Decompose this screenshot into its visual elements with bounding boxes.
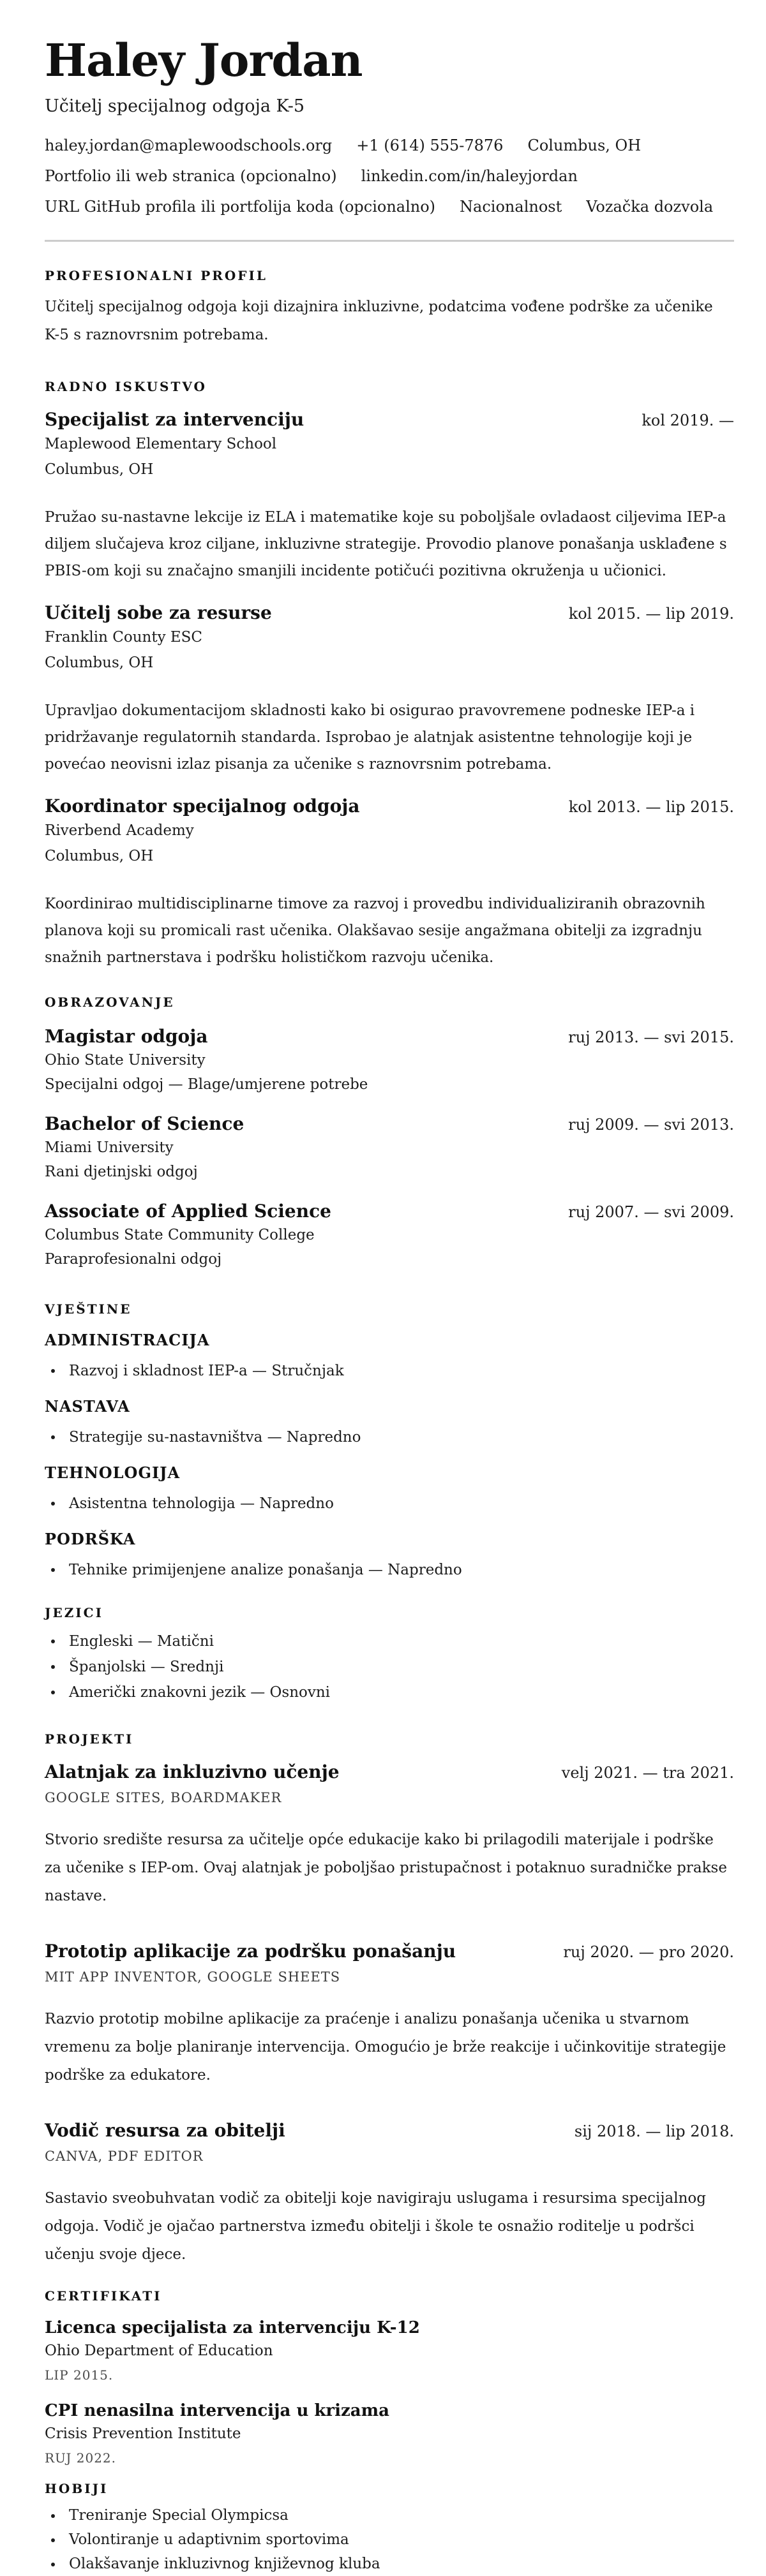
job-description: Upravljao dokumentacijom skladnosti kako bi osigurao pravovremene podneske IEP-a i pridržavanje regulatornih standarda. Isprobao je alatnjak asistentne tehnologije koji je povećao neovisni izlaz pisanja za učenike s raznovrsnim potrebama. xyxy=(45,702,695,773)
education-degree: Magistar odgoja xyxy=(45,1026,208,1047)
project-tools: MIT APP INVENTOR, GOOGLE SHEETS xyxy=(45,1969,341,1985)
skill-list xyxy=(45,1358,734,1384)
skill-category xyxy=(45,1398,734,1450)
person-name: Haley Jordan xyxy=(45,34,363,87)
contact-row-3 xyxy=(45,191,734,222)
certificate-entry xyxy=(45,2400,734,2468)
section-certificates xyxy=(45,2288,734,2468)
certificate-issuer: Ohio Department of Education xyxy=(45,2343,273,2359)
project-entry xyxy=(45,1941,734,2089)
section-skills xyxy=(45,1301,734,1583)
contact-email: haley.jordan@maplewoodschools.org xyxy=(45,137,333,154)
section-experience xyxy=(45,378,734,971)
project-header xyxy=(45,1761,734,1784)
project-dates: velj 2021. — tra 2021. xyxy=(561,1764,734,1782)
job-title: Specijalist za intervenciju xyxy=(45,409,304,430)
language-item: Engleski — Matični xyxy=(45,1629,734,1654)
project-title: Alatnjak za inkluzivno učenje xyxy=(45,1761,340,1782)
job-company: Riverbend Academy xyxy=(45,822,194,839)
section-hobbies xyxy=(45,2480,734,2576)
job-company: Maplewood Elementary School xyxy=(45,436,277,452)
projects-heading: PROJEKTI xyxy=(45,1731,134,1747)
skill-item: Tehnike primijenjene analize ponašanja — Napredno xyxy=(45,1557,734,1583)
education-school: Ohio State University xyxy=(45,1052,206,1069)
skill-category-name: PODRŠKA xyxy=(45,1530,136,1548)
job-dates: kol 2019. — xyxy=(642,411,734,429)
skill-category xyxy=(45,1331,734,1384)
job-header xyxy=(45,796,734,818)
contact-row-2 xyxy=(45,161,734,191)
education-program: Paraprofesionalni odgoj xyxy=(45,1251,222,1268)
contact-info xyxy=(45,130,734,222)
contact-portfolio-placeholder: Portfolio ili web stranica (opcionalno) xyxy=(45,167,337,185)
hobby-list xyxy=(45,2503,734,2576)
education-header xyxy=(45,1201,734,1223)
language-item: Španjolski — Srednji xyxy=(45,1654,734,1680)
project-description: Razvio prototip mobilne aplikacije za praćenje i analizu ponašanja učenika u stvarnom vremenu za bolje planiranje intervencija. Omogućio je brže reakcije i učinkovitije strategije podrške za edukatore. xyxy=(45,2011,726,2084)
project-entry xyxy=(45,2120,734,2269)
education-degree: Associate of Applied Science xyxy=(45,1201,331,1222)
contact-location: Columbus, OH xyxy=(527,137,642,154)
person-job-title: Učitelj specijalnog odgoja K-5 xyxy=(45,96,305,116)
skill-list xyxy=(45,1491,734,1516)
job-title: Koordinator specijalnog odgoja xyxy=(45,796,360,817)
education-dates: ruj 2007. — svi 2009. xyxy=(568,1203,734,1221)
skill-list xyxy=(45,1557,734,1583)
languages-heading: JEZICI xyxy=(45,1605,103,1620)
skill-category-name: TEHNOLOGIJA xyxy=(45,1463,181,1482)
project-description: Stvorio središte resursa za učitelje opće edukacije kako bi prilagodili materijale i podrške za učenike s IEP-om. Ovaj alatnjak je poboljšao pristupačnost i potaknuo suradničke prakse nastave. xyxy=(45,1832,727,1904)
language-item: Američki znakovni jezik — Osnovni xyxy=(45,1680,734,1705)
education-degree: Bachelor of Science xyxy=(45,1113,244,1134)
project-title: Prototip aplikacije za podršku ponašanju xyxy=(45,1941,456,1962)
profile-heading: PROFESIONALNI PROFIL xyxy=(45,268,267,283)
skill-item: Razvoj i skladnost IEP-a — Stručnjak xyxy=(45,1358,734,1384)
project-header xyxy=(45,2120,734,2142)
hobbies-heading: HOBIJI xyxy=(45,2481,109,2496)
job-title: Učitelj sobe za resurse xyxy=(45,602,272,623)
project-header xyxy=(45,1941,734,1963)
education-entry xyxy=(45,1201,734,1271)
contact-nationality: Nacionalnost xyxy=(460,198,562,216)
certificate-date: RUJ 2022. xyxy=(45,2450,117,2466)
job-description: Pružao su-nastavne lekcije iz ELA i matematike koje su poboljšale ovladaost ciljevima IEP-a diljem slučajeva kroz ciljane, inkluzivne strategije. Provodio planove ponašanja usklađene s PBIS-om koji su značajno smanjili incidente potičući pozitivna okruženja u učionici. xyxy=(45,509,727,579)
skill-category xyxy=(45,1464,734,1516)
skill-list xyxy=(45,1425,734,1450)
section-projects xyxy=(45,1731,734,2269)
resume-header xyxy=(45,36,734,242)
job-entry xyxy=(45,409,734,584)
education-header xyxy=(45,1113,734,1136)
education-entry xyxy=(45,1113,734,1184)
certificate-title: CPI nenasilna intervencija u krizama xyxy=(45,2401,389,2420)
education-dates: ruj 2013. — svi 2015. xyxy=(568,1028,734,1046)
language-list xyxy=(45,1629,734,1705)
job-company: Franklin County ESC xyxy=(45,629,203,646)
education-school: Columbus State Community College xyxy=(45,1227,315,1243)
contact-github-placeholder: URL GitHub profila ili portfolija koda (opcionalno) xyxy=(45,198,436,216)
project-title: Vodič resursa za obitelji xyxy=(45,2120,285,2141)
education-program: Specijalni odgoj — Blage/umjerene potrebe xyxy=(45,1076,368,1093)
skill-item: Asistentna tehnologija — Napredno xyxy=(45,1491,734,1516)
contact-linkedin: linkedin.com/in/haleyjordan xyxy=(361,167,578,185)
job-header xyxy=(45,409,734,431)
project-dates: ruj 2020. — pro 2020. xyxy=(563,1943,734,1961)
education-school: Miami University xyxy=(45,1139,174,1156)
job-dates: kol 2013. — lip 2015. xyxy=(568,798,734,816)
skill-category-name: ADMINISTRACIJA xyxy=(45,1331,210,1349)
hobby-item: Volontiranje u adaptivnim sportovima xyxy=(45,2528,734,2552)
job-entry xyxy=(45,796,734,971)
project-tools: CANVA, PDF EDITOR xyxy=(45,2149,204,2164)
project-entry xyxy=(45,1761,734,1910)
section-education xyxy=(45,994,734,1271)
certificate-date: LIP 2015. xyxy=(45,2367,114,2383)
experience-heading: RADNO ISKUSTVO xyxy=(45,379,207,394)
job-description: Koordinirao multidisciplinarne timove za razvoj i provedbu individualiziranih obrazovnih planova koji su promicali rast učenika. Olakšavao sesije angažmana obitelji za izgradnju snažnih partnerstava i podršku holističkom razvoju učenika. xyxy=(45,896,705,966)
project-dates: sij 2018. — lip 2018. xyxy=(574,2122,734,2140)
skills-heading: VJEŠTINE xyxy=(45,1301,132,1317)
job-location: Columbus, OH xyxy=(45,848,154,864)
education-entry xyxy=(45,1026,734,1097)
certificates-heading: CERTIFIKATI xyxy=(45,2288,162,2304)
certificate-issuer: Crisis Prevention Institute xyxy=(45,2425,241,2442)
section-languages xyxy=(45,1604,734,1705)
education-heading: OBRAZOVANJE xyxy=(45,995,175,1010)
job-dates: kol 2015. — lip 2019. xyxy=(568,605,734,623)
project-description: Sastavio sveobuhvatan vodič za obitelji koje navigiraju uslugama i resursima specijalnog odgoja. Vodič je ojačao partnerstva između obitelji i škole te osnažio roditelje u podršci učenju svoje djece. xyxy=(45,2190,706,2263)
skill-item: Strategije su-nastavništva — Napredno xyxy=(45,1425,734,1450)
header-divider xyxy=(45,240,734,242)
job-header xyxy=(45,602,734,625)
contact-driving-license: Vozačka dozvola xyxy=(586,198,714,216)
job-location: Columbus, OH xyxy=(45,461,154,478)
skill-category-name: NASTAVA xyxy=(45,1397,130,1416)
education-header xyxy=(45,1026,734,1048)
hobby-item: Treniranje Special Olympicsa xyxy=(45,2503,734,2528)
contact-phone: +1 (614) 555-7876 xyxy=(356,137,504,154)
hobby-item: Olakšavanje inkluzivnog književnog kluba xyxy=(45,2552,734,2576)
project-tools: GOOGLE SITES, BOARDMAKER xyxy=(45,1790,282,1805)
contact-row-1 xyxy=(45,130,734,161)
education-dates: ruj 2009. — svi 2013. xyxy=(568,1116,734,1134)
profile-text: Učitelj specijalnog odgoja koji dizajnira inkluzivne, podatcima vođene podrške za učenike K-5 s raznovrsnim potrebama. xyxy=(45,299,713,343)
education-program: Rani djetinjski odgoj xyxy=(45,1164,198,1180)
job-entry xyxy=(45,602,734,778)
job-location: Columbus, OH xyxy=(45,655,154,671)
certificate-title: Licenca specijalista za intervenciju K-12 xyxy=(45,2318,420,2337)
section-profile xyxy=(45,267,734,349)
certificate-entry xyxy=(45,2317,734,2385)
skill-category xyxy=(45,1530,734,1583)
